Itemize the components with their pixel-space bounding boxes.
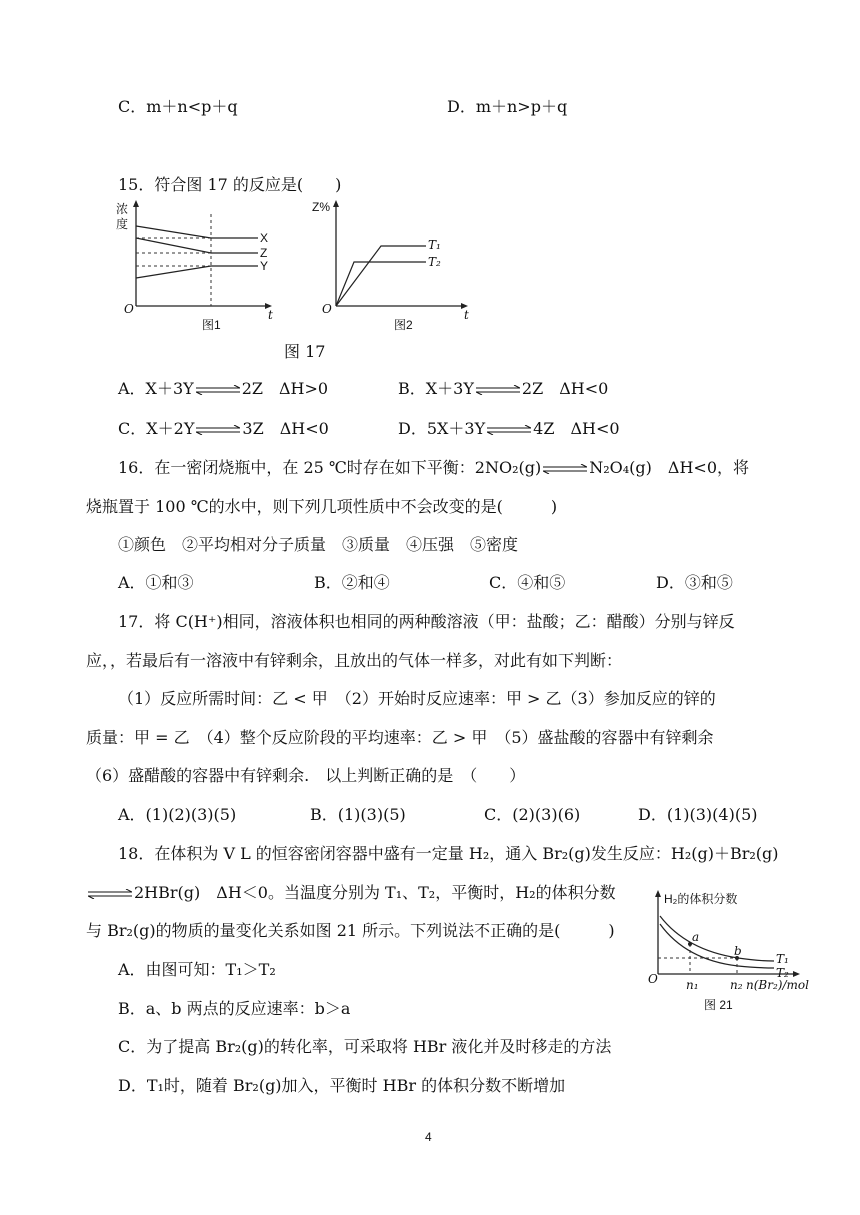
fig2-x-axis-label: t (464, 308, 469, 322)
q15-option-c-right: 3Z ΔH<0 (242, 419, 329, 438)
equilibrium-arrow-icon (476, 385, 520, 395)
fig21-n1: n₁ (686, 978, 699, 992)
q15-option-d-right: 4Z ΔH<0 (533, 419, 620, 438)
fig21-caption: 图 21 (704, 998, 733, 1012)
fig21-origin: O (648, 972, 658, 986)
q15-option-a-left: A．X＋3Y (118, 379, 194, 398)
q15-figure-2 (306, 198, 476, 334)
fig2-label-t2: T₂ (428, 255, 441, 269)
figure-17-caption: 图 17 (284, 342, 326, 361)
q15-figure-1 (112, 198, 282, 334)
q16-line-1 (118, 455, 749, 478)
fig1-x-axis-label: t (268, 308, 273, 322)
q15-option-a-right: 2Z ΔH>0 (241, 379, 329, 398)
fig1-label-z: Z (260, 246, 268, 260)
fig21-ylabel: H₂的体积分数 (664, 892, 738, 906)
equilibrium-arrow-icon (196, 425, 240, 435)
q16-line-1b: N₂O₄(g) ΔH<0，将 (589, 458, 750, 477)
fig2-label-t1: T₁ (428, 238, 441, 252)
q15-option-d (398, 416, 620, 439)
page-number: 4 (425, 1130, 432, 1144)
q16-option-c: C．④和⑤ (489, 573, 566, 592)
q18-line-2 (86, 880, 616, 903)
fig1-label-y: Y (260, 259, 269, 273)
q18-line-1: 18．在体积为 V L 的恒容密闭容器中盛有一定量 H₂，通入 Br₂(g)发生反应：H₂(g)＋Br₂(g) (118, 844, 779, 863)
fig21-x-axis-label: n(Br₂)/mol (746, 978, 809, 992)
q17-line-4: 质量：甲 = 乙 （4）整个反应阶段的平均速率：乙 > 甲 （5）盛盐酸的容器中有锌剩余 (86, 728, 714, 747)
equilibrium-arrow-icon (196, 385, 240, 395)
q18-line-3: 与 Br₂(g)的物质的量变化关系如图 21 所示。下列说法不正确的是( ) (86, 921, 615, 940)
q16-line-1a: 16．在一密闭烧瓶中，在 25 ℃时存在如下平衡：2NO₂(g) (118, 458, 542, 477)
fig21-label-t1: T₁ (776, 952, 789, 966)
q16-properties: ①颜色 ②平均相对分子质量 ③质量 ④压强 ⑤密度 (118, 535, 519, 554)
fig1-label-x: X (260, 231, 269, 245)
q18-option-a: A．由图可知：T₁＞T₂ (118, 960, 276, 979)
q17-line-2: 应，，若最后有一溶液中有锌剩余，且放出的气体一样多，对此有如下判断： (86, 651, 623, 670)
fig21-point-a: a (692, 930, 700, 944)
equilibrium-arrow-icon (543, 464, 587, 474)
q17-line-5: （6）盛醋酸的容器中有锌剩余. 以上判断正确的是 （ ） (86, 766, 526, 785)
q17-line-1: 17．将 C(H⁺)相同，溶液体积也相同的两种酸溶液（甲：盐酸；乙：醋酸）分别与锌反 (118, 612, 735, 631)
fig1-caption: 图1 (202, 318, 221, 332)
fig2-origin: O (322, 302, 332, 316)
q17-option-b: B．(1)(3)(5) (310, 805, 406, 824)
equilibrium-arrow-icon (487, 425, 531, 435)
q14-option-d: D．m＋n>p＋q (447, 97, 568, 116)
q17-line-3: （1）反应所需时间：乙 < 甲 （2）开始时反应速率：甲 > 乙（3）参加反应的锌的 (118, 689, 716, 708)
fig1-ylabel-1: 浓 (116, 202, 129, 216)
figure-21 (646, 888, 816, 1028)
q15-option-a (118, 376, 328, 399)
q16-option-b: B．②和④ (314, 573, 390, 592)
q16-option-d: D．③和⑤ (656, 573, 733, 592)
q17-option-c: C．(2)(3)(6) (484, 805, 581, 824)
fig2-ylabel: Z% (312, 200, 330, 214)
q16-line-2: 烧瓶置于 100 ℃的水中，则下列几项性质中不会改变的是( ) (86, 497, 558, 516)
q15-option-c-left: C．X＋2Y (118, 419, 195, 438)
q14-option-c: C．m＋n<p＋q (118, 97, 238, 116)
fig2-caption: 图2 (394, 318, 413, 332)
q15-option-b-left: B．X＋3Y (398, 379, 474, 398)
q18-line-2-text: 2HBr(g) ΔH＜0。当温度分别为 T₁、T₂，平衡时，H₂的体积分数 (134, 883, 616, 902)
equilibrium-arrow-icon (88, 889, 132, 899)
fig21-point-b: b (734, 944, 742, 958)
q17-option-d: D．(1)(3)(4)(5) (638, 805, 758, 824)
fig21-n2: n₂ (730, 978, 743, 992)
q15-option-b (398, 376, 608, 399)
q17-option-a: A．(1)(2)(3)(5) (118, 805, 237, 824)
q15-option-d-left: D．5X＋3Y (398, 419, 486, 438)
q15-stem: 15．符合图 17 的反应是( ) (118, 175, 342, 194)
q16-option-a: A．①和③ (118, 573, 194, 592)
q18-option-c: C．为了提高 Br₂(g)的转化率，可采取将 HBr 液化并及时移走的方法 (118, 1037, 612, 1056)
q18-option-b: B．a、b 两点的反应速率：b＞a (118, 999, 351, 1018)
fig21-label-t2: T₂ (776, 966, 789, 980)
fig1-origin: O (124, 302, 134, 316)
fig1-ylabel-2: 度 (116, 217, 129, 231)
q18-option-d: D．T₁时，随着 Br₂(g)加入，平衡时 HBr 的体积分数不断增加 (118, 1076, 566, 1095)
q15-option-c (118, 416, 329, 439)
q15-option-b-right: 2Z ΔH<0 (521, 379, 609, 398)
